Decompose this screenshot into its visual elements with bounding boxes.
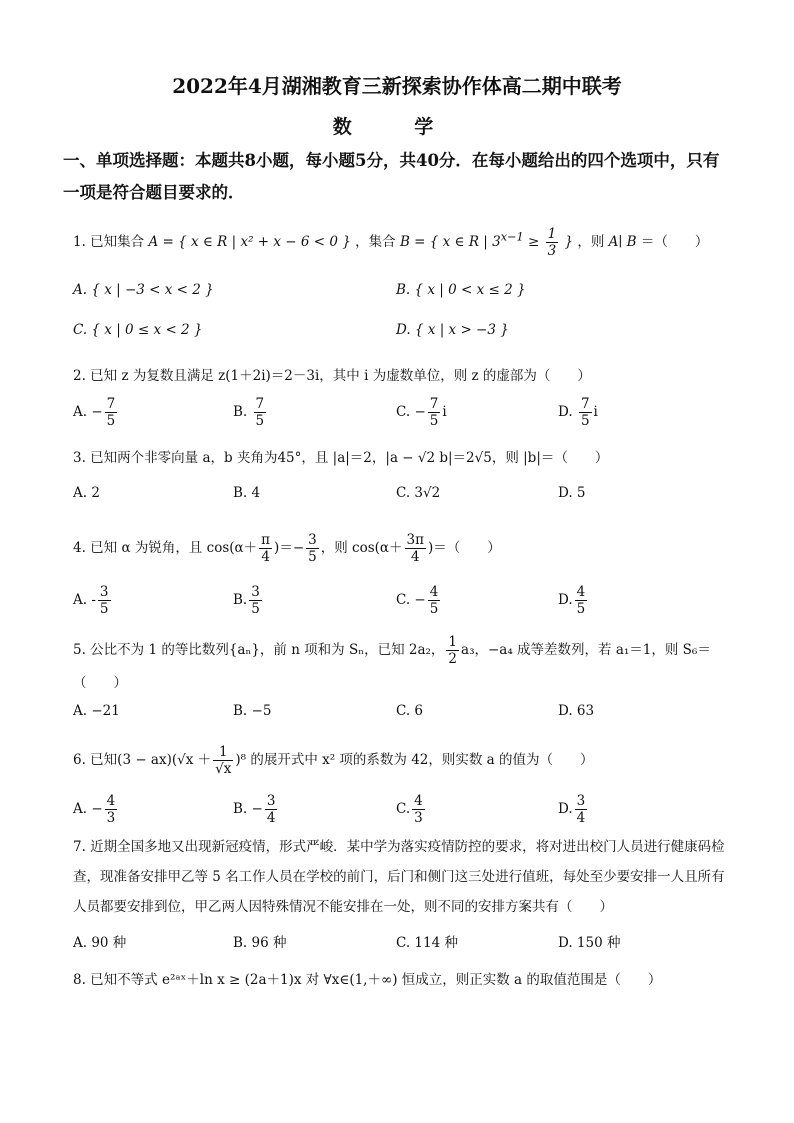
q6-c-label: C. (396, 801, 411, 817)
q2-option-b[interactable] (233, 396, 268, 429)
question-6 (73, 744, 594, 777)
q6-option-d[interactable] (558, 793, 589, 826)
q5-option-a[interactable]: A. −21 (73, 703, 120, 719)
q6-text-b: )⁸ 的展开式中 x² 项的系数为 42，则实数 a 的值为（ ） (235, 752, 594, 768)
q4-a-n: 3 (99, 584, 109, 600)
q1-text-c: ，则 (577, 234, 605, 250)
q2-c-label: C. (396, 404, 411, 420)
q4-c-n: 4 (429, 584, 439, 600)
q4-d-label: D. (558, 592, 573, 608)
q2-a-sign: − (91, 404, 103, 420)
q6-d-n: 3 (576, 793, 586, 809)
q6-option-a[interactable] (73, 793, 119, 826)
question-2: 2. 已知 z 为复数且满足 z(1＋2i)＝2－3i，其中 i 为虚数单位，则 z 的虚部为（ ） (73, 368, 591, 384)
q2-a-label: A. (73, 404, 88, 420)
q3-option-a[interactable]: A. 2 (73, 485, 100, 501)
q2-b-label: B. (233, 404, 248, 420)
question-8: 8. 已知不等式 e²ᵃˣ＋ln x ≥ (2a＋1)x 对 ∀x∈(1,＋∞) 恒成立，则正实数 a 的取值范围是（ ） (73, 972, 662, 988)
q4-b-d: 5 (251, 601, 260, 617)
q4-option-c[interactable] (396, 584, 442, 617)
q6-a-n: 4 (106, 793, 116, 809)
question-4 (73, 532, 501, 565)
q6-option-c[interactable] (396, 793, 427, 826)
q6-option-b[interactable] (233, 793, 279, 826)
q2-d-label: D. (558, 404, 573, 420)
q4-text-d: )＝（ ） (428, 540, 501, 556)
q2-option-a[interactable] (73, 396, 119, 429)
q4-c-label: C. − (396, 592, 426, 608)
q4-a-d: 5 (99, 601, 109, 617)
q1-set-b (399, 226, 574, 259)
q6-c-n: 4 (414, 793, 423, 809)
q4-f1-d: 4 (261, 549, 270, 565)
q4-f3-d: 4 (410, 549, 420, 565)
q4-b-label: B. (233, 592, 248, 608)
q6-f-d: √x (215, 761, 232, 777)
q6-b-d: 4 (266, 810, 276, 826)
q3-option-b[interactable]: B. 4 (233, 485, 261, 501)
q7-option-b[interactable]: B. 96 种 (233, 935, 287, 951)
q1-set-b-ge: ≥ (523, 234, 544, 250)
q6-text-a: 6. 已知(3 − ax)(√x ＋ (73, 752, 212, 768)
q2-d-d: 5 (580, 413, 590, 429)
q6-b-label: B. − (233, 801, 263, 817)
q4-f1-n: π (261, 532, 271, 548)
q5-line-2: （ ） (73, 675, 127, 691)
q5-option-c[interactable]: C. 6 (396, 703, 424, 719)
q2-a-n: 7 (106, 396, 116, 412)
q4-a-label: A. - (73, 592, 96, 608)
q6-a-label: A. − (73, 801, 103, 817)
q4-f3-n: 3π (406, 532, 424, 548)
q1-frac-d: 3 (547, 243, 557, 259)
q1-set-b-prefix: B = { x ∈ R | 3 (399, 234, 501, 250)
q2-c-n: 7 (429, 396, 439, 412)
q1-set-b-close: } (560, 234, 574, 250)
q2-d-tail: i (593, 404, 598, 420)
q4-c-d: 5 (429, 601, 439, 617)
q2-option-d[interactable] (558, 396, 598, 429)
q6-d-label: D. (558, 801, 573, 817)
q7-option-c[interactable]: C. 114 种 (396, 935, 458, 951)
q6-c-d: 3 (414, 810, 423, 826)
q1-text-b: ，集合 (355, 234, 396, 250)
q2-option-c[interactable] (396, 396, 447, 429)
q2-d-n: 7 (580, 396, 590, 412)
q2-b-d: 5 (255, 413, 265, 429)
question-3: 3. 已知两个非零向量 a，b 夹角为45°，且 |a|＝2，|a − √2 b|＝2√5，则 |b|＝（ ） (73, 450, 609, 466)
q4-d-d: 5 (576, 601, 586, 617)
q4-d-n: 4 (576, 584, 586, 600)
q1-option-d[interactable]: D. { x | x > −3 } (396, 322, 509, 338)
question-5 (73, 634, 711, 667)
q2-c-d: 5 (429, 413, 439, 429)
q1-option-c[interactable]: C. { x | 0 ≤ x < 2 } (73, 322, 203, 338)
question-1 (73, 226, 708, 259)
q1-option-b[interactable]: B. { x | 0 < x ≤ 2 } (396, 282, 526, 298)
q4-option-a[interactable] (73, 584, 113, 617)
q4-f2-n: 3 (308, 532, 317, 548)
q4-text-a: 4. 已知 α 为锐角，且 cos(α＋ (73, 540, 258, 556)
q6-a-d: 3 (106, 810, 116, 826)
q5-f-n: 1 (448, 634, 458, 650)
q5-text-b: a₃，−a₄ 成等差数列，若 a₁＝1，则 S₆＝ (461, 642, 711, 658)
q2-a-d: 5 (106, 413, 116, 429)
q4-text-b: )＝− (274, 540, 305, 556)
q7-option-d[interactable]: D. 150 种 (558, 935, 621, 951)
q1-text-d: ＝（ ） (640, 234, 709, 250)
q5-option-b[interactable]: B. −5 (233, 703, 272, 719)
q6-b-n: 3 (266, 793, 276, 809)
exam-title: 2022年4月湖湘教育三新探索协作体高二期中联考 (172, 74, 622, 98)
q4-text-c: ，则 cos(α＋ (320, 540, 403, 556)
q5-f-d: 2 (448, 651, 458, 667)
q2-b-n: 7 (255, 396, 265, 412)
q6-f-n: 1 (213, 744, 233, 761)
q3-option-c[interactable]: C. 3√2 (396, 485, 441, 501)
q4-f2-d: 5 (308, 549, 317, 565)
q5-option-d[interactable]: D. 63 (558, 703, 595, 719)
q1-ab: A∣ B (608, 234, 637, 250)
q6-d-d: 4 (576, 810, 586, 826)
q1-frac-n: 1 (547, 226, 557, 242)
q3-option-d[interactable]: D. 5 (558, 485, 586, 501)
q1-option-a[interactable]: A. { x | −3 < x < 2 } (73, 282, 214, 298)
q1-text-a: 1. 已知集合 (73, 234, 145, 250)
q2-c-sign: − (414, 404, 426, 420)
q5-text-a: 5. 公比不为 1 的等比数列{aₙ}，前 n 项和为 Sₙ，已知 2a₂， (73, 642, 445, 658)
q1-set-b-exp: x−1 (500, 230, 524, 244)
q2-c-tail: i (442, 404, 447, 420)
q4-option-d[interactable] (558, 584, 589, 617)
subject-title: 数 学 (332, 116, 462, 138)
q4-option-b[interactable] (233, 584, 264, 617)
section-heading: 一、单项选择题：本题共8小题，每小题5分，共40分．在每小题给出的四个选项中，只有一项是符合题目要求的． (63, 151, 720, 202)
q7-option-a[interactable]: A. 90 种 (73, 935, 127, 951)
question-7: 7. 近期全国多地又出现新冠疫情，形式严峻．某中学为落实疫情防控的要求，将对进出校门人员进行健康码检查，现准备安排甲乙等 5 名工作人员在学校的前门，后门和侧门这三处进行值班，每处至少要安排一人且所有人员都要安排到位，甲乙两人因特殊情况不能安排在一处，则不同的安排方案共有（ ） (73, 839, 725, 915)
q1-set-a: A = { x ∈ R | x² + x − 6 < 0 } (148, 234, 351, 250)
q4-b-n: 3 (251, 584, 260, 600)
